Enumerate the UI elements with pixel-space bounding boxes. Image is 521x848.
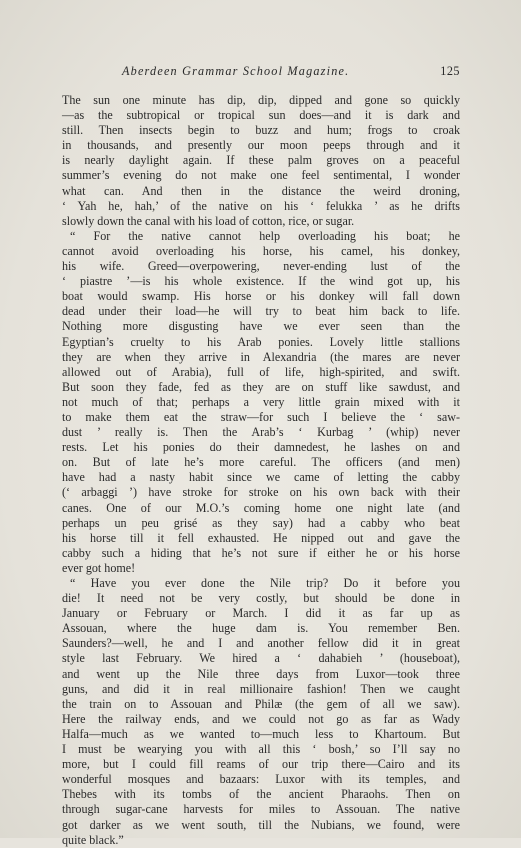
text-line: dead under their load—he will try to beat him back to life. [62,304,460,319]
text-line: ‘ Yah he, hah,’ of the native on his ‘ felukka ’ as he drifts [62,198,460,213]
text-line: they are when they arrive in Alexandria (the mares are never [62,349,460,364]
text-line: Halfa—much as we wanted to—much less to Khartoum. But [62,726,460,741]
text-line: Saunders?—well, he and I and another fellow did it in great [62,636,460,651]
text-line: (‘ arbaggi ’) have stroke for stroke on his own back with their [62,485,460,500]
text-line: in thousands, and presently our moon peeps through and it [62,138,460,153]
text-line: is nearly daylight again. If these palm groves on a peaceful [62,153,460,168]
running-title: Aberdeen Grammar School Magazine. [122,64,350,78]
text-line: ever got home! [62,560,136,575]
text-line: —as the subtropical or tropical sun does—and it is dark and [62,108,460,123]
text-line: Egyptian’s cruelty to his Arab ponies. Lovely little stallions [62,334,460,349]
text-line: summer’s evening do not make one feel sentimental, I wonder [62,168,460,183]
text-line: “ For the native cannot help overloading his boat; he [70,228,460,243]
text-line: die! It need not be very costly, but should be done in [62,591,460,606]
text-line: quite black.” [62,832,124,847]
text-line: slowly down the canal with his load of cotton, rice, or sugar. [62,213,355,228]
text-line: have had a nasty habit since we came of letting the cabby [62,470,460,485]
page-number: 125 [440,64,460,78]
text-line: style last February. We hired a ‘ dahabieh ’ (houseboat), [62,651,460,666]
text-line: the train on to Assouan and Philæ (the gem of all we saw). [62,696,460,711]
text-line: But soon they fade, fed as they are on stuff like sawdust, and [62,379,460,394]
text-line: more, but I could fill reams of our trip there—Cairo and its [62,757,460,772]
text-line: cabby such a hiding that he’s not sure if either he or his horse [62,545,460,560]
text-line: Nothing more disgusting have we ever seen than the [62,319,460,334]
text-line: perhaps un peu grisé as they say) had a cabby who beat [62,515,460,530]
text-line: through sugar-cane harvests for miles to Assouan. The native [62,802,460,817]
text-line: ‘ piastre ’—is his whole existence. If the wind got up, his [62,274,460,289]
text-line: The sun one minute has dip, dip, dipped and gone so quickly [62,93,460,107]
text-line: not much of that; perhaps a very little grain mixed with it [62,394,460,409]
text-line: allowed out of Arabia), full of life, high-spirited, and swift. [62,364,460,379]
text-line: got darker as we went south, till the Nubians, we found, were [62,817,460,832]
text-line: what can. And then in the distance the weird droning, [62,183,460,198]
body-text [62,93,460,848]
text-line: his horse till it fell exhausted. He nipped out and gave the [62,530,460,545]
text-line: Assouan, where the huge dam is. You remember Ben. [62,621,460,636]
text-line: Thebes with its tombs of the ancient Pharaohs. Then on [62,787,460,802]
text-line: guns, and did it in real millionaire fashion! Then we caught [62,681,460,696]
text-line: boat would swamp. His horse or his donkey will fall down [62,289,460,304]
text-line: to make them eat the straw—for such I believe the ‘ saw- [62,409,460,424]
text-line: still. Then insects begin to buzz and hum; frogs to croak [62,123,460,138]
text-line: on. But of late he’s more careful. The officers (and men) [62,455,460,470]
text-line: dust ’ really is. Then the Arab’s ‘ Kurbag ’ (whip) never [62,425,460,440]
running-head [62,64,460,82]
text-line: Here the railway ends, and we could not go as far as Wady [62,711,460,726]
text-line: January or February or March. I did it as far up as [62,606,460,621]
text-line: canes. One of our M.O.’s coming home one night late (and [62,500,460,515]
text-line: “ Have you ever done the Nile trip? Do it before you [70,576,460,590]
text-line: cannot avoid overloading his horse, his camel, his donkey, [62,243,460,258]
text-line: I must be wearying you with all this ‘ bosh,’ so I’ll say no [62,742,460,757]
text-line: his wife. Greed—overpowering, never-ending lust of the [62,259,460,274]
text-line: and went up the Nile three days from Luxor—took three [62,666,460,681]
text-line: rests. Let his ponies do their damnedest, he lashes on and [62,440,460,455]
text-line: wonderful mosques and bazaars: Luxor with its temples, and [62,772,460,787]
